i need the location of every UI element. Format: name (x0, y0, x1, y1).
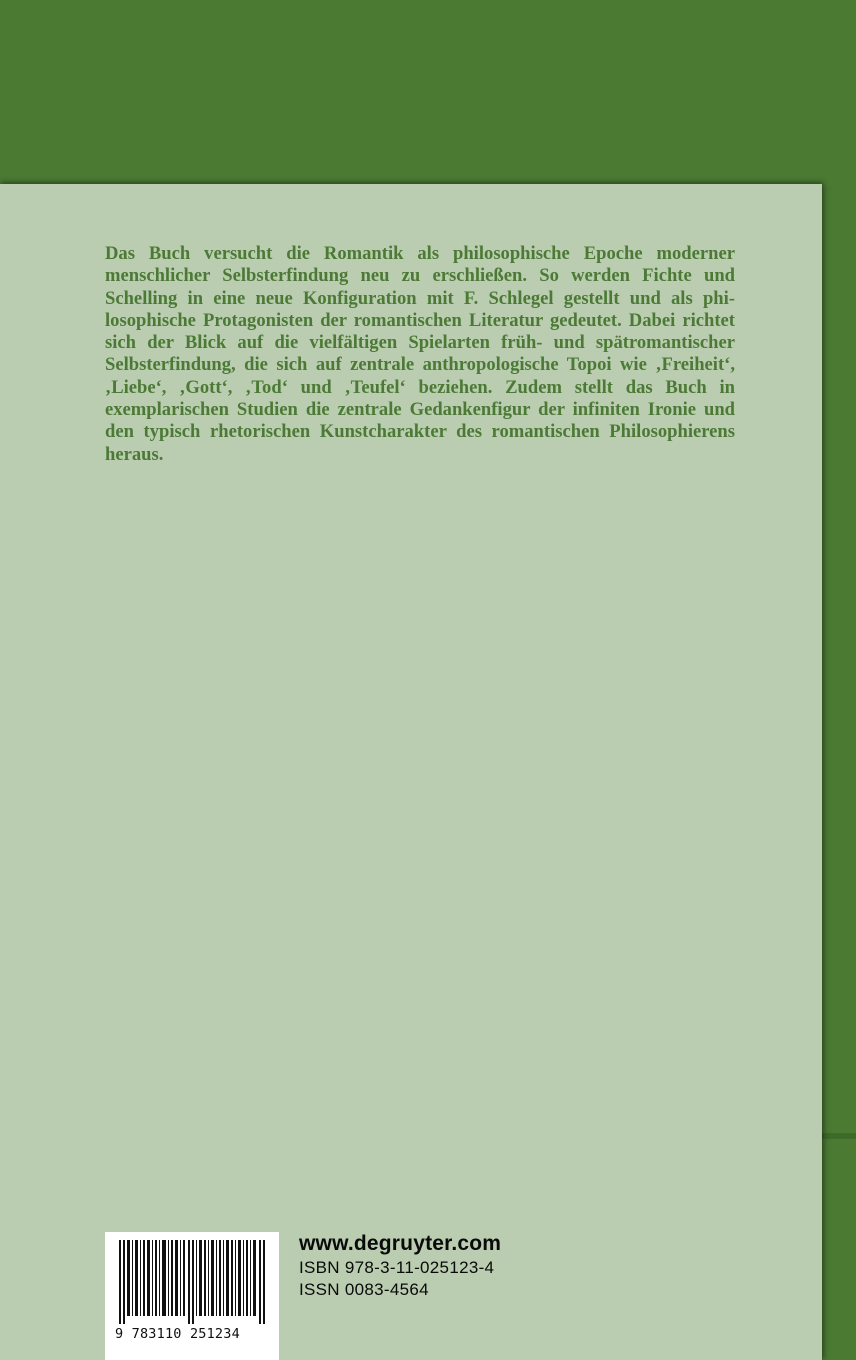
cover-divider-line (822, 1133, 856, 1139)
barcode-bars-icon (119, 1240, 265, 1324)
barcode (105, 1232, 279, 1360)
publisher-info (299, 1231, 501, 1301)
barcode-number: 9 783110 251234 (115, 1326, 240, 1342)
publisher-url: www.degruyter.com (299, 1232, 502, 1255)
issn-number: ISSN 0083-4564 (299, 1280, 429, 1299)
book-blurb: Das Buch versucht die Romantik als philosophische Epoche moderner menschlicher Selbsterfindung neu zu erschließen. So werden Fichte und Schelling in eine neue Konfiguration mit F. Schlegel gestellt und als philosophische Protagonisten der romantischen Literatur gedeutet. Dabei richtet sich der Blick auf die vielfältigen Spielarten früh- und spätromantischer Selbsterfindung, die sich auf zentrale anthropologische Topoi wie ‚Freiheit‘, ‚Liebe‘, ‚Gott‘, ‚Tod‘ und ‚Teufel‘ beziehen. Zudem stellt das Buch in exemplarischen Studien die zentrale Gedankenfigur der infiniten Ironie und den typisch rhetorischen Kunstcharakter des romantischen Philosophierens heraus. (105, 243, 735, 465)
isbn-number: ISBN 978-3-11-025123-4 (299, 1258, 495, 1277)
